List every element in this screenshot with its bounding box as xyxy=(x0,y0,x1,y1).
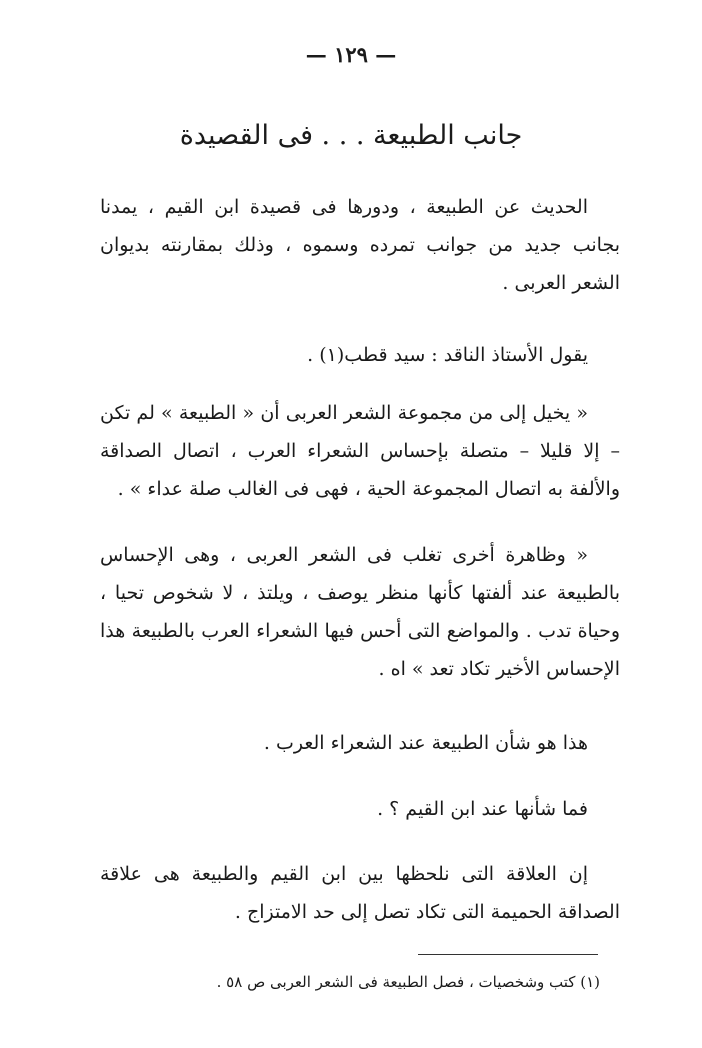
paragraph-quote-2: « وظاهرة أخرى تغلب فى الشعر العربى ، وهى الإحساس بالطبيعة عند ألفتها كأنها منظر يوصف ، ويلتذ ، لا شخوص تحيا ، وحياة تدب . والمواضع التى أحس فيها الشعراء العرب بالطبيعة هذا الإحساس الأخير تكاد تعد » اه . xyxy=(100,544,620,680)
paragraph-quote-1: « يخيل إلى من مجموعة الشعر العربى أن « الطبيعة » لم تكن – إلا قليلا – متصلة بإحساس الشعراء العرب ، اتصال الصداقة والألفة به اتصال المجموعة الحية ، فهى فى الغالب صلة عداء » . xyxy=(100,402,620,500)
footnote: (١) كتب وشخصيات ، فصل الطبيعة فى الشعر العربى ص ٥٨ . xyxy=(216,973,600,991)
paragraph-statement: هذا هو شأن الطبيعة عند الشعراء العرب . xyxy=(263,732,588,754)
paragraph-quote-intro: يقول الأستاذ الناقد : سيد قطب(١) . xyxy=(307,344,588,366)
paragraph-question: فما شأنها عند ابن القيم ؟ . xyxy=(377,798,588,820)
footnote-divider xyxy=(418,954,598,955)
paragraph-intro: الحديث عن الطبيعة ، ودورها فى قصيدة ابن القيم ، يمدنا بجانب جديد من جوانب تمرده وسموه ، وذلك بمقارنته بديوان الشعر العربى . xyxy=(100,196,620,294)
paragraph-conclusion: إن العلاقة التى نلحظها بين ابن القيم والطبيعة هى علاقة الصداقة الحميمة التى تكاد تصل إلى حد الامتزاج . xyxy=(100,863,620,923)
page-number: — ١٢٩ — xyxy=(305,42,397,67)
chapter-title: جانب الطبيعة . . . فى القصيدة xyxy=(179,120,523,151)
